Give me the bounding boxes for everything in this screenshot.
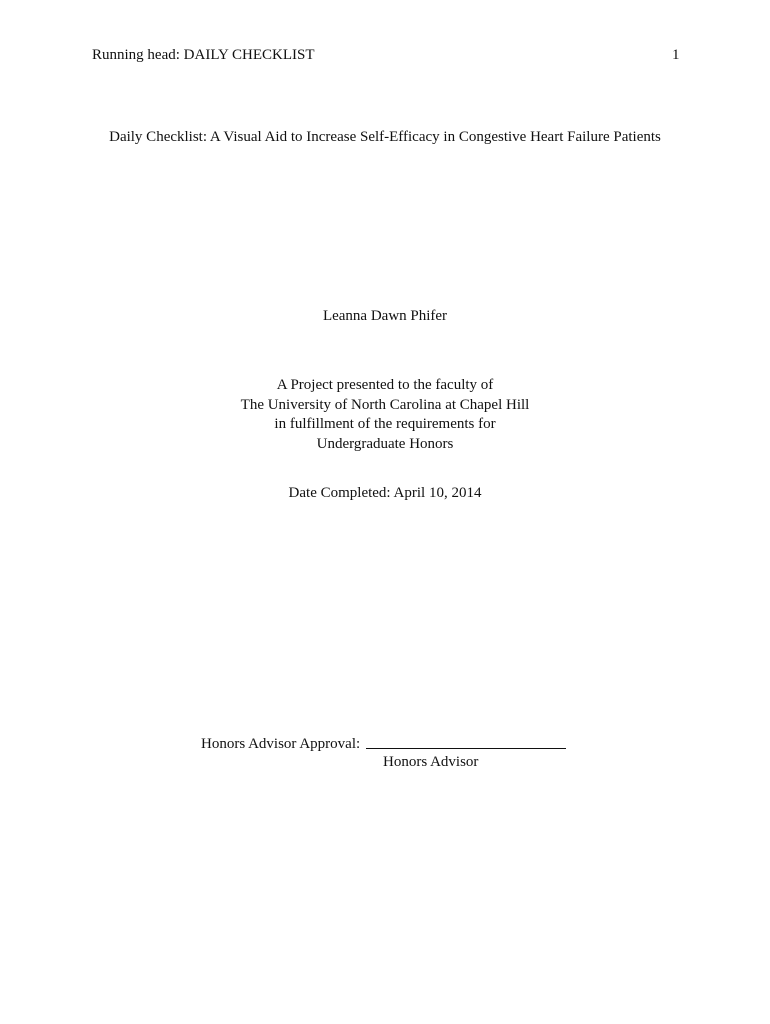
advisor-caption: Honors Advisor (383, 754, 479, 770)
signature-line (366, 748, 566, 749)
date-completed: Date Completed: April 10, 2014 (288, 485, 482, 501)
running-head: Running head: DAILY CHECKLIST (92, 47, 315, 63)
author-name: Leanna Dawn Phifer (322, 308, 448, 324)
project-line: A Project presented to the faculty of (276, 377, 494, 393)
document-title: Daily Checklist: A Visual Aid to Increase Self-Efficacy in Congestive Heart Failure Patients (109, 129, 661, 145)
project-line: Undergraduate Honors (316, 435, 454, 452)
approval-row (201, 736, 566, 753)
project-statement (0, 376, 770, 454)
project-line: in fulfillment of the requirements for (274, 416, 496, 432)
project-line: The University of North Carolina at Chapel Hill (240, 396, 530, 413)
approval-label: Honors Advisor Approval: (201, 736, 361, 752)
page-number: 1 (672, 47, 680, 63)
